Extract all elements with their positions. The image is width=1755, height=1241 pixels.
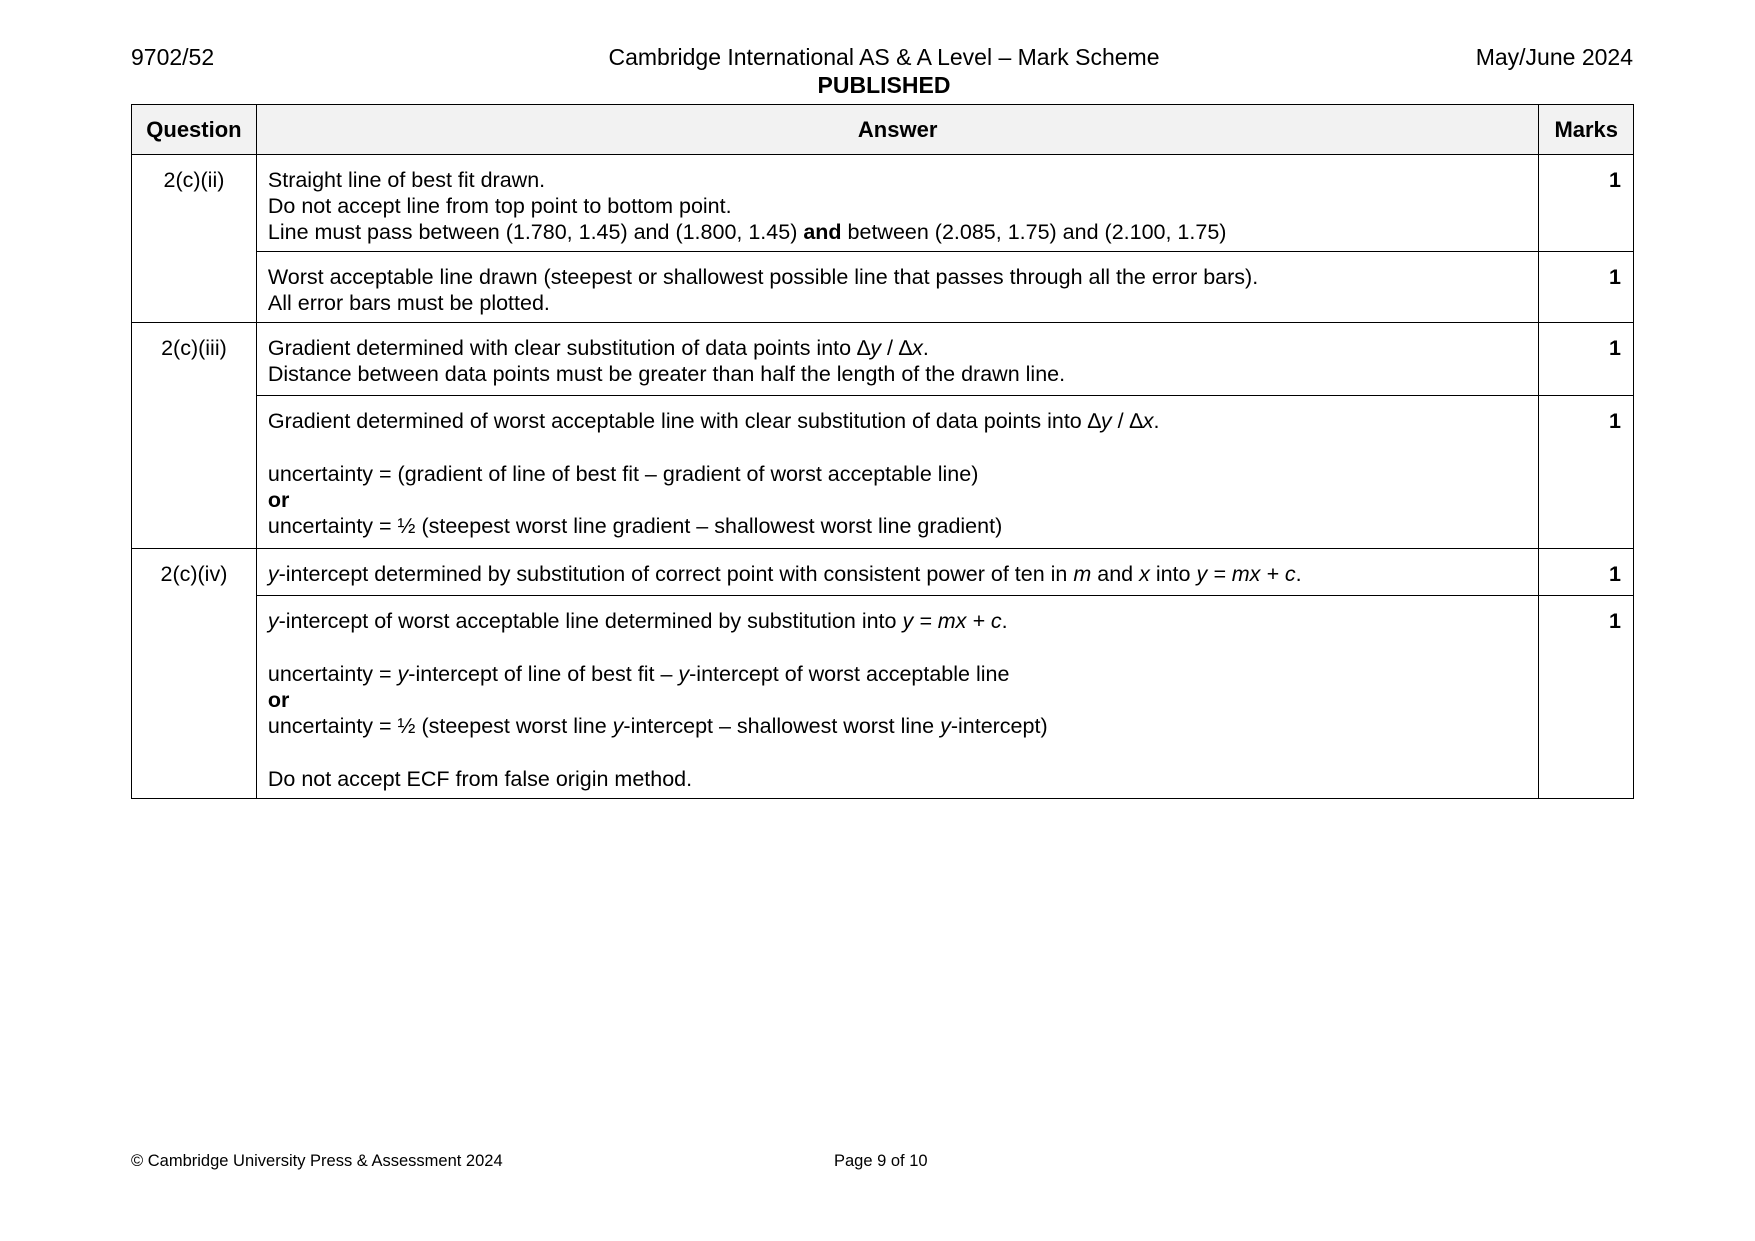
answer-text: -intercept of line of best fit – [408,662,679,686]
answer-emphasis: and [803,220,842,244]
answer-line: uncertainty = ½ (steepest worst line gradient – shallowest worst line gradient) [267,514,1003,538]
answer-line [268,608,1529,634]
answer-cell [256,155,1539,252]
answer-text: . [1001,609,1008,633]
answer-line: Straight line of best fit drawn. [267,168,546,192]
answer-text: -intercept) [950,714,1048,738]
answer-line: All error bars must be plotted. [267,291,550,315]
answer-text: uncertainty = [267,662,398,686]
answer-text: Gradient determined with clear substitution of data points into [267,336,858,360]
answer-cell [256,252,1539,323]
marks-value: 1 [1539,155,1634,252]
paper-code: 9702/52 [131,44,215,70]
answer-text: . [1295,562,1302,586]
equation: y = mx + c [902,609,1002,633]
answer-text: between (2.085, 1.75) and (2.100, 1.75) [841,220,1227,244]
spacer [268,434,1529,461]
table-row [132,252,1634,323]
answer-text: / [1111,409,1130,433]
answer-cell [256,396,1539,549]
answer-text: and [1091,562,1140,586]
answer-text: . [1153,409,1160,433]
delta-symbol: ∆ [1129,409,1143,433]
answer-line [268,335,1529,361]
variable-y: y [678,662,690,686]
question-number: 2(c)(ii) [132,155,257,323]
marks-value: 1 [1539,549,1634,596]
answer-text: . [922,336,929,360]
answer-line [268,713,1529,739]
question-number: 2(c)(iv) [132,549,257,799]
equation: y = mx + c [1196,562,1296,586]
answer-line [268,561,1529,587]
table-row [132,596,1634,799]
variable-y: y [267,609,279,633]
variable-m: m [1073,562,1092,586]
answer-cell [256,596,1539,799]
variable-y: y [267,562,279,586]
variable-y: y [397,662,409,686]
document-title: Cambridge International AS & A Level – Mark Scheme [608,44,1160,70]
answer-line: Do not accept line from top point to bottom point. [267,194,732,218]
marks-value: 1 [1539,252,1634,323]
column-header-question: Question [132,105,257,155]
published-label: PUBLISHED [817,72,951,98]
answer-line: Do not accept ECF from false origin method. [267,767,693,791]
answer-text: Gradient determined of worst acceptable line with clear substitution of data points into [267,409,1088,433]
exam-session: May/June 2024 [1475,44,1633,70]
answer-cell [256,549,1539,596]
table-row [132,396,1634,549]
variable-y: y [1100,409,1112,433]
answer-line: Distance between data points must be greater than half the length of the drawn line. [267,362,1066,386]
marks-value: 1 [1539,596,1634,799]
marks-value: 1 [1539,323,1634,396]
mark-scheme-table [131,104,1634,799]
answer-line: uncertainty = (gradient of line of best fit – gradient of worst acceptable line) [267,462,979,486]
spacer [268,739,1529,766]
answer-text: / [880,336,899,360]
answer-line [268,661,1529,687]
answer-text: -intercept – shallowest worst line [623,714,941,738]
page-number: Page 9 of 10 [834,1152,928,1170]
marks-value: 1 [1539,396,1634,549]
or-connector: or [267,488,290,512]
variable-y: y [612,714,624,738]
answer-line: Worst acceptable line drawn (steepest or shallowest possible line that passes through all the error bars). [267,265,1259,289]
table-header-row [132,105,1634,155]
answer-text: -intercept of worst acceptable line determined by substitution into [278,609,903,633]
variable-x: x [912,336,923,360]
answer-text: uncertainty = ½ (steepest worst line [267,714,613,738]
column-header-marks: Marks [1539,105,1634,155]
answer-cell [256,323,1539,396]
answer-text: -intercept determined by substitution of correct point with consistent power of ten in [278,562,1074,586]
column-header-answer: Answer [256,105,1539,155]
answer-text: Line must pass between (1.780, 1.45) and (1.800, 1.45) [267,220,804,244]
variable-x: x [1142,409,1154,433]
answer-text: -intercept of worst acceptable line [689,662,1010,686]
answer-line [268,408,1529,434]
answer-line [268,219,1529,245]
variable-y: y [940,714,951,738]
copyright-notice: © Cambridge University Press & Assessment 2024 [131,1152,503,1170]
question-number: 2(c)(iii) [132,323,257,549]
variable-x: x [1139,562,1150,586]
table-row [132,155,1634,252]
delta-symbol: ∆ [857,336,871,360]
or-connector: or [267,688,290,712]
delta-symbol: ∆ [1087,409,1101,433]
table-row [132,549,1634,596]
variable-y: y [870,336,881,360]
answer-text: into [1149,562,1197,586]
delta-symbol: ∆ [898,336,913,360]
spacer [268,634,1529,661]
table-row [132,323,1634,396]
